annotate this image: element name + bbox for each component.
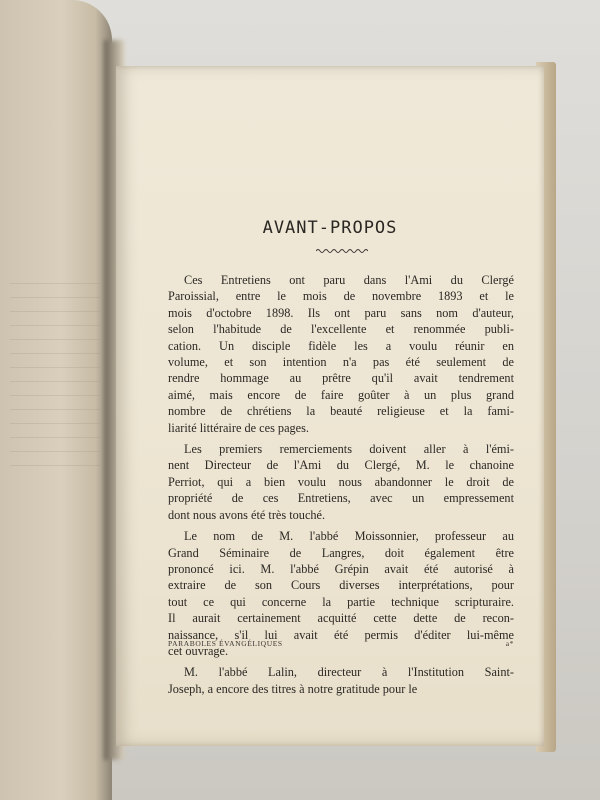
text-line: volume, et son intention n'a pas été seulement de <box>168 355 514 370</box>
signature-mark: a* <box>505 639 514 648</box>
text-line: mois d'octobre 1898. Ils ont paru sans nom d'auteur, <box>168 305 514 320</box>
text-line: cet ouvrage. <box>168 643 229 658</box>
text-line: cation. Un disciple fidèle les a voulu réunir en <box>168 338 514 353</box>
paragraph <box>168 272 514 436</box>
right-page <box>116 66 544 746</box>
text-line: selon l'habitude de l'excellente et renommée publi- <box>168 322 514 337</box>
text-line: nombre de chrétiens la beauté religieuse et la fami- <box>168 404 514 419</box>
text-line: prononcé ici. M. l'abbé Grépin avait été autorisé à <box>168 561 514 576</box>
text-line: naissance, s'il lui avait été permis d'éditer lui-même <box>168 627 514 642</box>
page-footer <box>168 639 514 648</box>
text-line: Il aurait certainement acquitté cette dette de recon- <box>168 611 514 626</box>
title-ornament-icon <box>316 248 368 254</box>
left-page <box>0 0 112 800</box>
text-line: Ces Entretiens ont paru dans l'Ami du Clergé <box>184 273 514 287</box>
running-footer-title: PARABOLES ÉVANGÉLIQUES <box>168 639 283 648</box>
text-line: Les premiers remerciements doivent aller à l'émi- <box>184 442 514 457</box>
text-line: rendre hommage au prêtre qu'il avait tendrement <box>168 371 514 386</box>
text-line: nent Directeur de l'Ami du Clergé, M. le chanoine <box>168 458 514 473</box>
text-line: aimé, mais encore de faire goûter à un plus grand <box>168 387 514 402</box>
text-line: Le nom de M. l'abbé Moissonnier, professeur au <box>184 529 514 544</box>
text-line: Joseph, a encore des titres à notre gratitude pour le <box>168 681 418 696</box>
left-page-faint-text <box>10 270 100 470</box>
text-line: propriété de ces Entretiens, avec un empressement <box>168 491 514 506</box>
text-line: Perriot, qui a bien voulu nous abandonner le droit de <box>168 474 514 489</box>
text-line: Paroissial, entre le mois de novembre 1893 et le <box>168 289 514 304</box>
text-line: liarité littéraire de ces pages. <box>168 420 309 435</box>
body-text <box>168 272 514 702</box>
page-title: AVANT-PROPOS <box>262 218 398 238</box>
text-line: dont nous avons été très touché. <box>168 507 326 522</box>
text-line: Grand Séminaire de Langres, doit également être <box>168 545 514 560</box>
text-line: extraire de son Cours diverses interprétations, pour <box>168 578 514 593</box>
paragraph <box>168 441 514 523</box>
text-line: M. l'abbé Lalin, directeur à l'Institution Saint- <box>184 665 514 680</box>
paragraph <box>168 664 514 697</box>
text-line: tout ce qui concerne la partie technique scripturaire. <box>168 594 514 609</box>
